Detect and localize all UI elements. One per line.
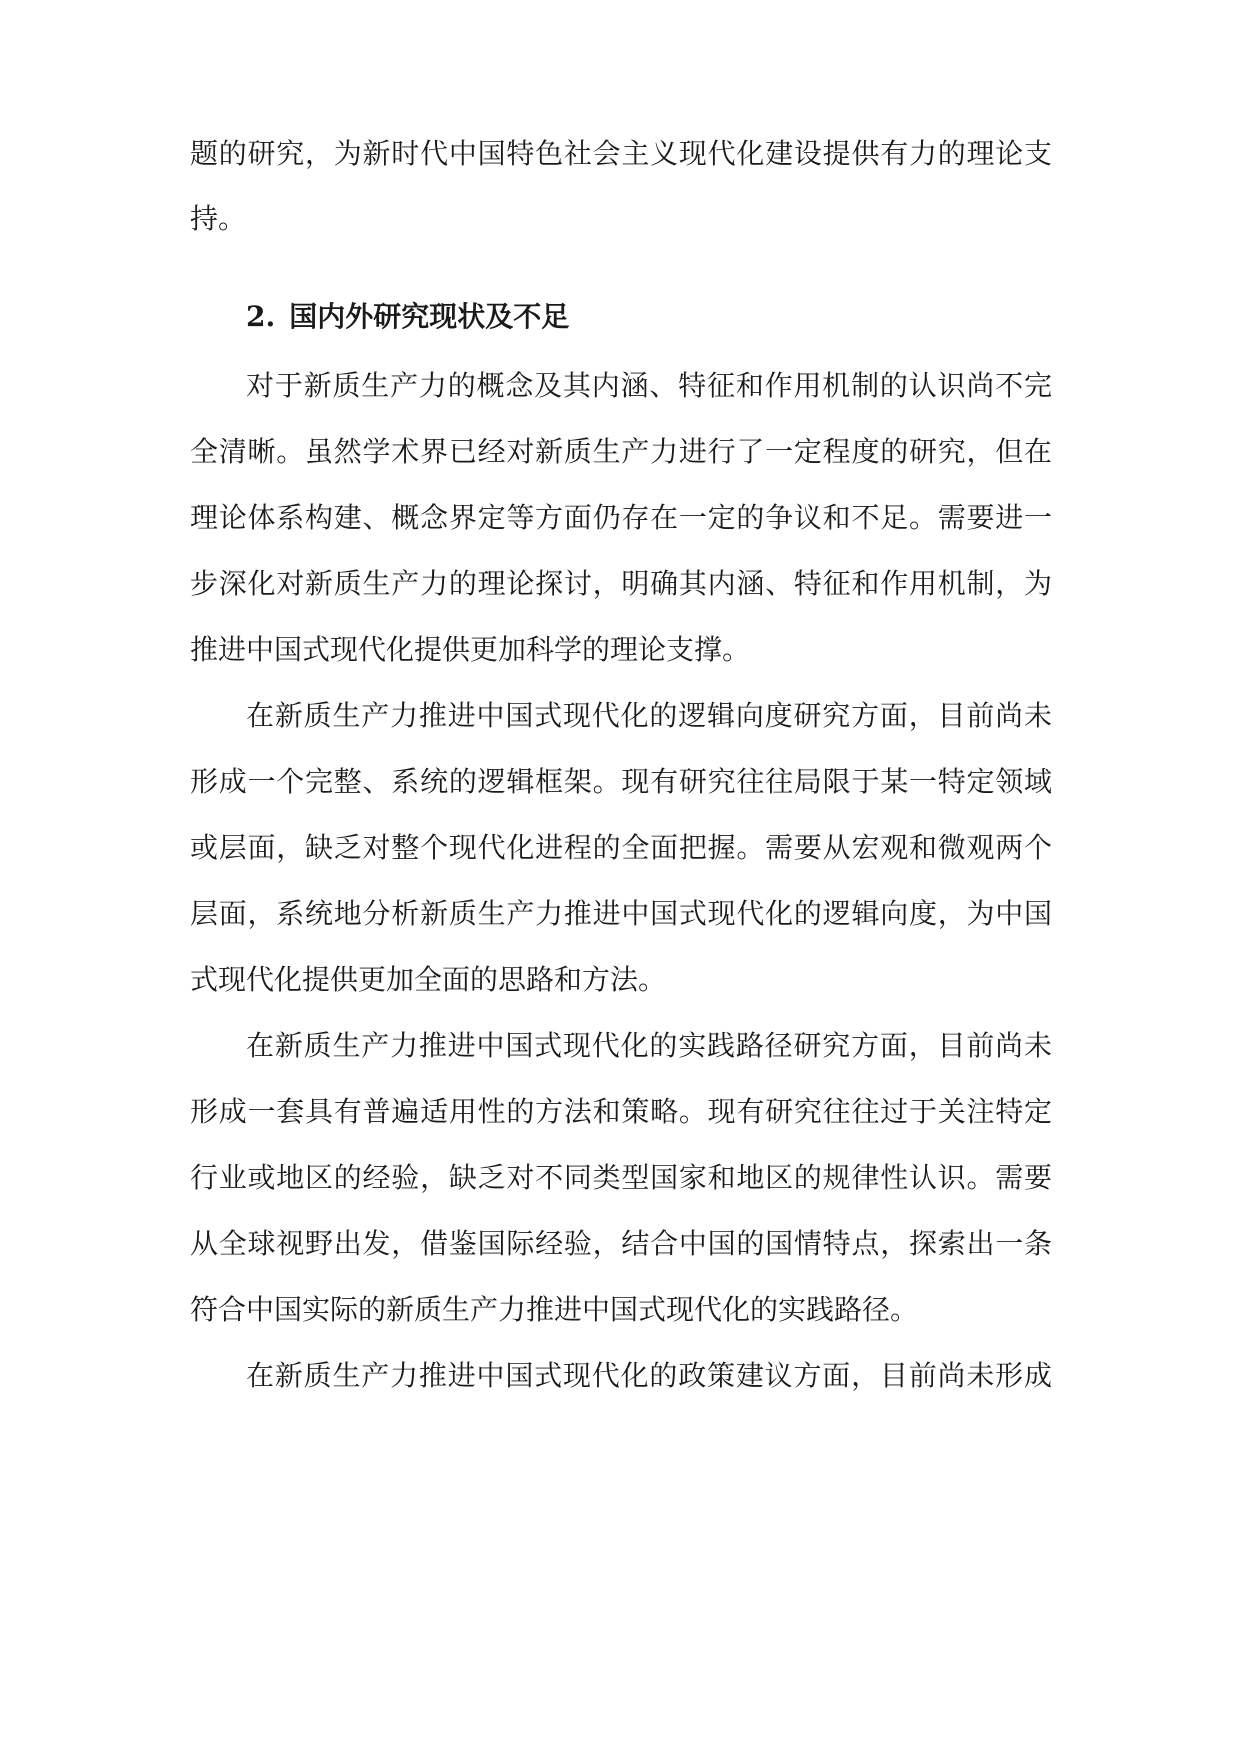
paragraph-1-line-5: 推进中国式现代化提供更加科学的理论支撑。 — [190, 633, 751, 666]
paragraph-4-line-1: 在新质生产力推进中国式现代化的政策建议方面，目前尚未形成 — [246, 1359, 1052, 1392]
section-number: 2. — [246, 300, 276, 333]
paragraph-1-line-4: 步深化对新质生产力的理论探讨，明确其内涵、特征和作用机制，为 — [190, 567, 1052, 600]
paragraph-3-line-5: 符合中国实际的新质生产力推进中国式现代化的实践路径。 — [190, 1293, 919, 1326]
paragraph-3-line-2: 形成一套具有普遍适用性的方法和策略。现有研究往往过于关注特定 — [190, 1095, 1052, 1128]
intro-line-2: 持。 — [190, 202, 247, 235]
paragraph-3-line-4: 从全球视野出发，借鉴国际经验，结合中国的国情特点，探索出一条 — [190, 1227, 1052, 1260]
paragraph-2-line-5: 式现代化提供更加全面的思路和方法。 — [190, 963, 667, 996]
paragraph-1-line-2: 全清晰。虽然学术界已经对新质生产力进行了一定程度的研究，但在 — [190, 435, 1052, 468]
paragraph-2-line-3: 或层面，缺乏对整个现代化进程的全面把握。需要从宏观和微观两个 — [190, 831, 1052, 864]
paragraph-3-line-1: 在新质生产力推进中国式现代化的实践路径研究方面，目前尚未 — [246, 1029, 1052, 1062]
paragraph-1-line-3: 理论体系构建、概念界定等方面仍存在一定的争议和不足。需要进一 — [190, 501, 1052, 534]
paragraph-2-line-4: 层面，系统地分析新质生产力推进中国式现代化的逻辑向度，为中国 — [190, 897, 1052, 930]
paragraph-3-line-3: 行业或地区的经验，缺乏对不同类型国家和地区的规律性认识。需要 — [190, 1161, 1052, 1194]
paragraph-1-line-1: 对于新质生产力的概念及其内涵、特征和作用机制的认识尚不完 — [246, 369, 1052, 402]
intro-line-1: 题的研究，为新时代中国特色社会主义现代化建设提供有力的理论支 — [190, 137, 1052, 170]
paragraph-2-line-1: 在新质生产力推进中国式现代化的逻辑向度研究方面，目前尚未 — [246, 699, 1052, 732]
paragraph-2-line-2: 形成一个完整、系统的逻辑框架。现有研究往往局限于某一特定领域 — [190, 765, 1052, 798]
section-heading — [246, 297, 569, 337]
section-title: 国内外研究现状及不足 — [289, 300, 570, 333]
